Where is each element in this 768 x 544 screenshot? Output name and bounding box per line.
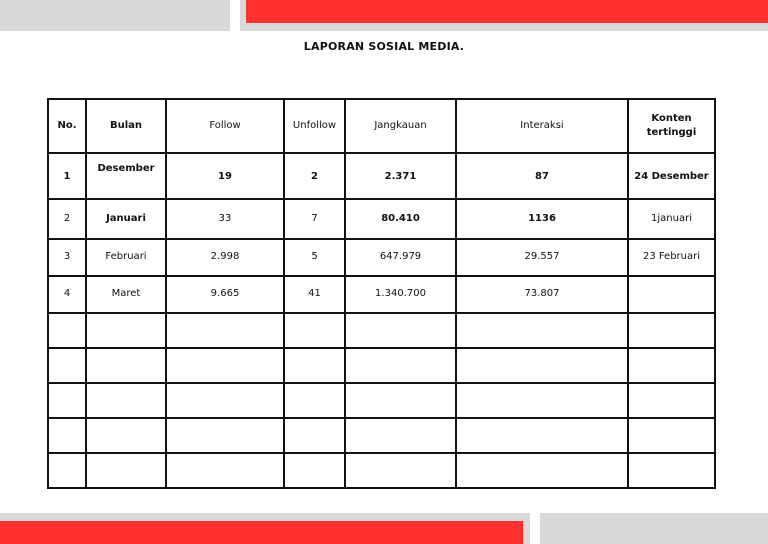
cell-no: 4: [48, 276, 86, 313]
cell-no: 3: [48, 239, 86, 276]
header-interaksi: Interaksi: [456, 99, 628, 153]
cell-unfollow: 41: [284, 276, 345, 313]
empty-row: [48, 418, 715, 453]
cell-follow: 2.998: [166, 239, 284, 276]
cell-unfollow: 7: [284, 199, 345, 239]
cell-jangkauan: 647.979: [345, 239, 456, 276]
cell-jangkauan: 1.340.700: [345, 276, 456, 313]
empty-row: [48, 313, 715, 348]
cell-konten-tertinggi: 1januari: [628, 199, 715, 239]
bottom-left-red-band: [0, 521, 523, 544]
header-follow: Follow: [166, 99, 284, 153]
cell-jangkauan: 2.371: [345, 153, 456, 199]
cell-konten-tertinggi: 23 Februari: [628, 239, 715, 276]
header-unfollow: Unfollow: [284, 99, 345, 153]
cell-unfollow: 2: [284, 153, 345, 199]
table-row: [48, 153, 715, 199]
header-row: [48, 99, 715, 153]
empty-row: [48, 453, 715, 488]
cell-bulan: Februari: [86, 239, 166, 276]
cell-jangkauan: 80.410: [345, 199, 456, 239]
cell-konten-tertinggi: [628, 276, 715, 313]
cell-follow: 33: [166, 199, 284, 239]
cell-interaksi: 73.807: [456, 276, 628, 313]
cell-bulan: Januari: [86, 199, 166, 239]
empty-row: [48, 348, 715, 383]
top-right-red-band: [246, 0, 768, 23]
report-table: [47, 98, 716, 489]
cell-konten-tertinggi: 24 Desember: [628, 153, 715, 199]
cell-bulan: Desember: [86, 153, 166, 199]
header-konten-tertinggi: Konten tertinggi: [628, 99, 715, 153]
cell-no: 2: [48, 199, 86, 239]
table-row: [48, 239, 715, 276]
header-bulan: Bulan: [86, 99, 166, 153]
top-left-grey-band: [0, 0, 230, 31]
cell-follow: 19: [166, 153, 284, 199]
table-row: [48, 199, 715, 239]
page-title: LAPORAN SOSIAL MEDIA.: [303, 40, 465, 53]
bottom-right-grey-band: [540, 513, 768, 544]
cell-no: 1: [48, 153, 86, 199]
cell-interaksi: 1136: [456, 199, 628, 239]
header-no: No.: [48, 99, 86, 153]
cell-follow: 9.665: [166, 276, 284, 313]
empty-row: [48, 383, 715, 418]
cell-unfollow: 5: [284, 239, 345, 276]
cell-interaksi: 29.557: [456, 239, 628, 276]
cell-bulan: Maret: [86, 276, 166, 313]
header-jangkauan: Jangkauan: [345, 99, 456, 153]
cell-interaksi: 87: [456, 153, 628, 199]
table-row: [48, 276, 715, 313]
